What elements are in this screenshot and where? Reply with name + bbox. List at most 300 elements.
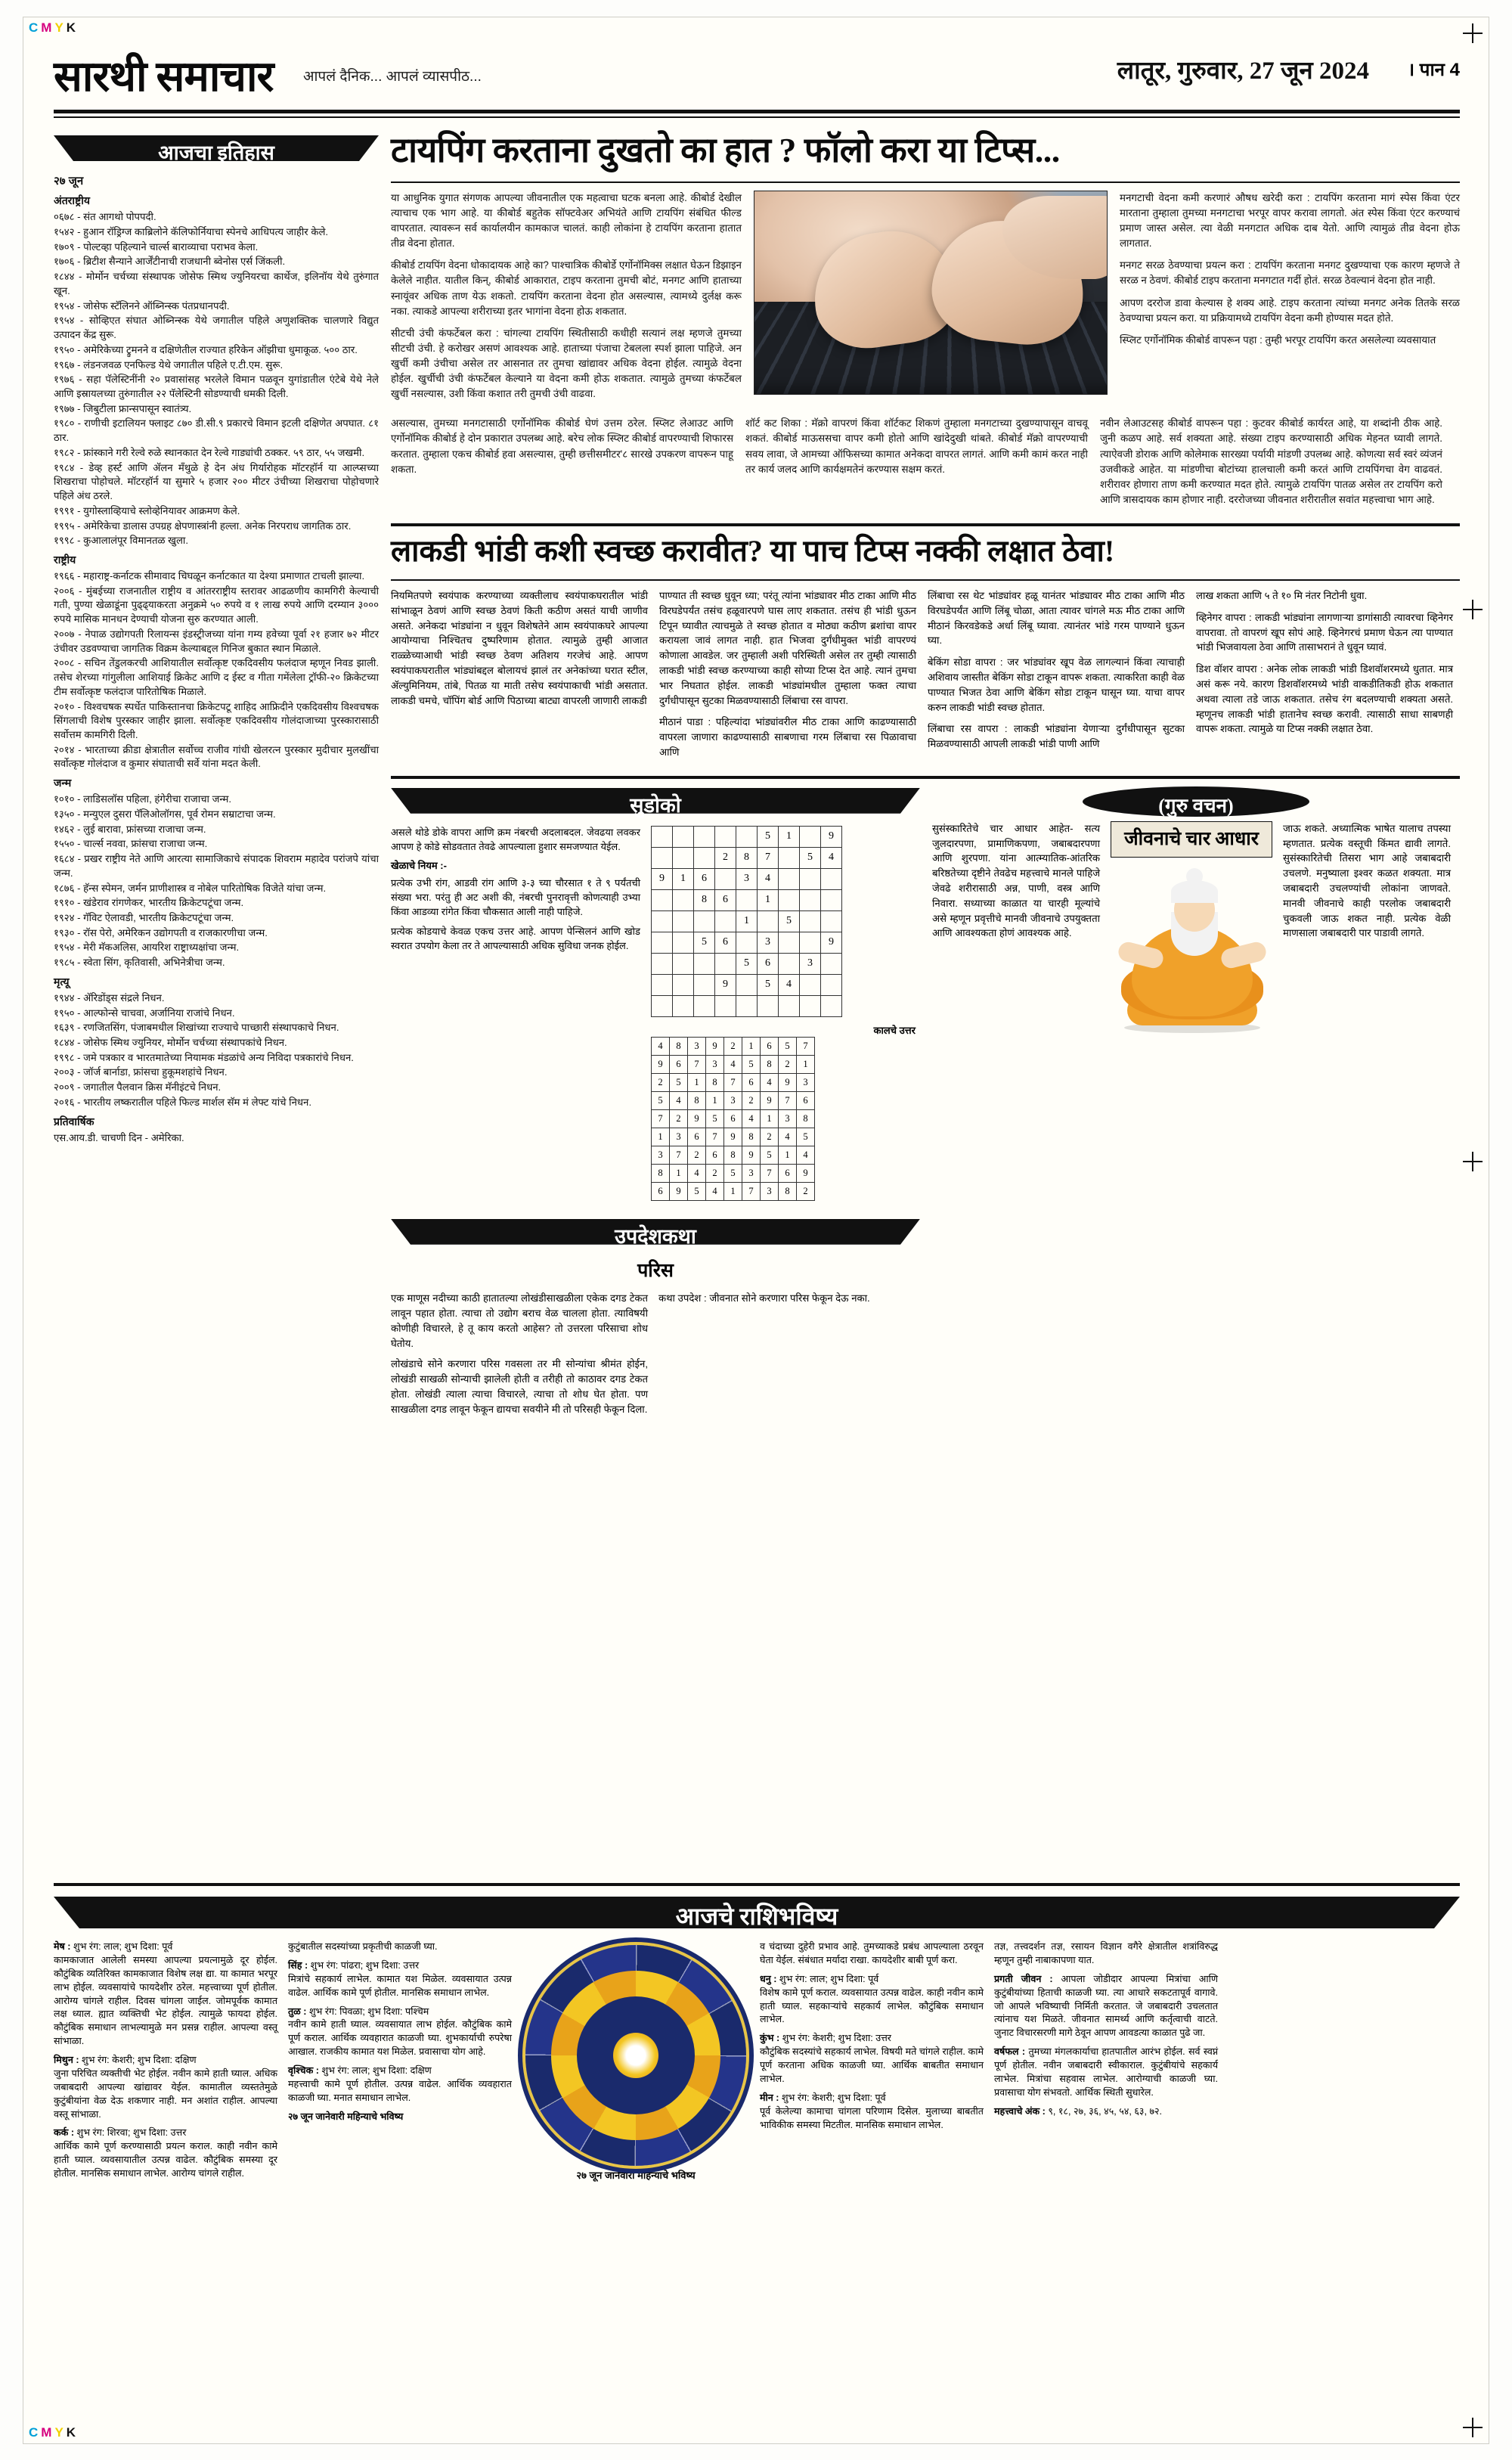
sudoku-ribbon bbox=[391, 783, 920, 818]
history-item: १६३९ - रणजितसिंग, पंजाबमधील शिखांच्या राज्याचे पाच्छारी संस्थापकाचे निधन. bbox=[54, 1022, 339, 1034]
sudoku-cell[interactable]: 9 bbox=[688, 1109, 706, 1128]
sudoku-cell[interactable]: 2 bbox=[761, 1128, 779, 1146]
sudoku-cell[interactable]: 3 bbox=[688, 1037, 706, 1055]
main-content bbox=[391, 131, 1460, 1423]
sudoku-cell[interactable]: 2 bbox=[688, 1146, 706, 1164]
history-item: १९७६ - सहा पॅलेस्टिनींनी २० प्रवासांसह भरलेले विमान पळवून युगांडातील एंटेबे येथे नेले आणि इस्रायलच्या तुरुंगातील २२ पॅलेस्टिनी सोडण्याची धमकी दिली. bbox=[54, 374, 379, 399]
sudoku-cell[interactable]: 7 bbox=[688, 1055, 706, 1073]
sudoku-cell[interactable]: 8 bbox=[694, 889, 715, 910]
sudoku-cell[interactable]: 9 bbox=[706, 1037, 724, 1055]
horoscope-section bbox=[54, 1874, 1460, 2186]
history-item: १५४२ - हुआन रॉड्रिग्ज काब्रिलोने कॅलिफोर्नियाचा स्पेनचे आधिपत्य जाहीर केले. bbox=[54, 225, 329, 237]
paragraph: नियमितपणे स्वयंपाक करण्याच्या व्यक्तीलाच स्वयंपाकघरातील भांडी सांभाळून ठेवणं आणि स्वच्छ ठेवणं किती कठीण असतं याची जाणीव असते. अनेकदा भांड्यांना न धुवून विशेषतेने आम स्वयंपाकघरे आपल्या आयोग्याचा निश्चितच दुष्परिणाम होतात. त्यामुळे तुम्ही आजात राळ्ळेच्याआधी भांडी स्वच्छ ठेवण अतिशय गरजेचं आहे. आपण स्वयंपाकघरातील भांड्यांबद्दल बोलायचं झालं तर अनेकांच्या घरात स्टील, ॲल्युमिनियम, तांबे, पितळ या माती तसेच स्वयंपाकाची भांडी असतात. लाकडी चमचे, चॉपिंग बोर्ड आणि पिठाच्या बाट्या वापरली जाणारी लाकडी bbox=[391, 589, 648, 706]
upadesh-col-2 bbox=[658, 1291, 916, 1422]
registration-mark-bottom-right bbox=[1463, 2418, 1483, 2437]
sudoku-cell[interactable]: 9 bbox=[652, 868, 673, 889]
sudoku-cell[interactable] bbox=[821, 974, 842, 995]
sudoku-cell[interactable] bbox=[736, 974, 758, 995]
sudoku-cell[interactable] bbox=[694, 847, 715, 868]
history-item: १९५४ - मेरी मॅकअलिस, आयरिश राष्ट्राध्यक्षांचा जन्म. bbox=[54, 942, 240, 954]
sudoku-cell[interactable] bbox=[715, 826, 736, 847]
sudoku-cell[interactable]: 1 bbox=[688, 1073, 706, 1091]
sudoku-cell[interactable] bbox=[800, 826, 821, 847]
paragraph: लाख शकता आणि ५ ते १० मि नंतर निटोनी धुवा. bbox=[1196, 589, 1368, 601]
sudoku-cell[interactable]: 6 bbox=[670, 1055, 688, 1073]
sudoku-row bbox=[652, 1055, 815, 1073]
sudoku-cell[interactable] bbox=[821, 910, 842, 932]
sudoku-cell[interactable] bbox=[736, 932, 758, 953]
sudoku-cell[interactable]: 5 bbox=[670, 1073, 688, 1091]
sudoku-cell[interactable]: 2 bbox=[779, 1055, 797, 1073]
paragraph: कुटुंबातील सदस्यांच्या प्रकृतीची काळजी घ्या. bbox=[288, 1941, 438, 1952]
paragraph: तुळ : शुभ रंग: पिवळा; शुभ दिशा: पश्चिम नवीन कामे हाती घ्याल. व्यवसायात लाभ होईल. कौटुंबिक कामे पूर्ण कराल. आर्थिक व्यवहारात काळजी घ्या. शुभकार्याची रुपरेषा आखाल. राजकीय कामात यश मिळेल. प्रवासाचा योग आहे. bbox=[288, 2006, 512, 2058]
guru-heading: (गुरु वचन) bbox=[1158, 794, 1234, 817]
sudoku-cell[interactable]: 1 bbox=[673, 868, 694, 889]
sudoku-cell[interactable]: 4 bbox=[670, 1091, 688, 1109]
sudoku-cell[interactable]: 1 bbox=[670, 1164, 688, 1182]
sudoku-cell[interactable]: 7 bbox=[670, 1146, 688, 1164]
article-2-body bbox=[391, 588, 1460, 767]
sudoku-cell[interactable]: 5 bbox=[688, 1182, 706, 1200]
sudoku-cell[interactable]: 8 bbox=[761, 1055, 779, 1073]
sudoku-rules-title: खेळाचे नियम :- bbox=[391, 860, 447, 872]
sudoku-cell[interactable]: 5 bbox=[694, 932, 715, 953]
sudoku-cell[interactable]: 2 bbox=[742, 1091, 761, 1109]
sudoku-cell[interactable]: 7 bbox=[706, 1128, 724, 1146]
history-item: १९८५ - स्वेता सिंग, कृतिवासी, अभिनेत्रीचा जन्म. bbox=[54, 957, 225, 969]
sudoku-cell[interactable] bbox=[800, 910, 821, 932]
article-1-cont-3 bbox=[1100, 416, 1442, 514]
sudoku-cell[interactable] bbox=[821, 889, 842, 910]
article-2-headline: लाकडी भांडी कशी स्वच्छ करावीत? या पाच टिप्स नक्की लक्षात ठेवा! bbox=[391, 533, 1115, 568]
sudoku-cell[interactable]: 8 bbox=[736, 847, 758, 868]
sudoku-cell[interactable] bbox=[652, 974, 673, 995]
history-item: १९५४ - जोसेफ स्टॅलिनने ऑब्निन्स्क पंतप्रधानपदी. bbox=[54, 299, 230, 312]
paragraph: व्हिनेगर वापरा : लाकडी भांड्यांना लागणाऱ्या डागांसाठी त्यावरचा व्हिनेगर वापरावा. तो वापरणं खूप सोपं आहे. व्हिनेगरचं प्रमाण घेऊन त्या पाण्यात भांडी भिजवायला ठेवा आणि तासाभरानं ते धुवून घ्यावं. bbox=[1196, 611, 1453, 653]
sudoku-cell[interactable] bbox=[821, 868, 842, 889]
history-item: २०१० - विश्वचषक स्पर्धेत पाकिस्तानचा क्रिकेटपटू शाहिद आफ्रिदीने एकदिवसीय विश्वचषक सिंगलाची विशेष पुरस्कार जाहीर झाला. सर्वोत्कृष्ट एकदिवसीय गोलंदाजाच्या पुरस्कारासाठी सर्वोत्तम कामगिरी दिली. bbox=[54, 700, 379, 741]
horoscope-ribbon bbox=[54, 1892, 1460, 1933]
divider-5 bbox=[54, 1883, 1460, 1886]
history-items-births bbox=[54, 793, 379, 970]
guru-ribbon bbox=[932, 783, 1460, 821]
sudoku-cell[interactable]: 5 bbox=[761, 1146, 779, 1164]
sudoku-cell[interactable] bbox=[694, 974, 715, 995]
sudoku-cell[interactable]: 4 bbox=[724, 1055, 742, 1073]
sudoku-cell[interactable] bbox=[715, 995, 736, 1016]
history-item: १९३० - रॉस पेरो, अमेरिकन उद्योगपती व राजकारणीचा जन्म. bbox=[54, 926, 268, 938]
sudoku-cell[interactable]: 9 bbox=[761, 1091, 779, 1109]
history-item: १९२४ - गॅविट ऐलावडी, भारतीय क्रिकेटपटूंचा जन्म. bbox=[54, 911, 234, 923]
sudoku-cell[interactable]: 8 bbox=[797, 1109, 815, 1128]
sudoku-heading: सुडोको bbox=[630, 793, 681, 817]
sudoku-cell[interactable] bbox=[673, 995, 694, 1016]
paragraph: कीबोर्ड टायपिंग वेदना धोकादायक आहे का? पाश्चात्रिक कीबोर्डे एर्गोनॉमिक्स लक्षात घेऊन डिझाइन केलेले नाहीत. यातील किन्, कीबोर्ड आकारात, टाइप करताना तुमची बोटं, मनगट आणि हाताच्या स्नायूंवर अधिक ताण येऊ शकतो. टायपिंग करताना वेदना होत असल्यास, त्यामध्ये दुर्लक्ष करू नका. त्याकडे आपल्या शरीराच्या इतर भागांना वेदना होऊ शकतात. bbox=[391, 259, 742, 317]
sudoku-cell[interactable] bbox=[800, 889, 821, 910]
sudoku-grids bbox=[651, 826, 916, 1207]
history-items-deaths bbox=[54, 991, 379, 1110]
sudoku-cell[interactable]: 3 bbox=[724, 1091, 742, 1109]
sudoku-cell[interactable]: 8 bbox=[724, 1146, 742, 1164]
paragraph: लिंबाचा रस वापरा : लाकडी भांड्यांना येणाऱ्या दुर्गंधीपासून सुटका मिळवण्यासाठी आपली लाकडी भांडी पाणी आणि bbox=[928, 723, 1185, 750]
paragraph: तज्ञ, तत्त्वदर्शन तज्ञ, रसायन विज्ञान वगैरे क्षेत्रातील शत्रांविरुद्ध म्हणून तुम्ही नाबाकापणा यात. bbox=[994, 1941, 1218, 1965]
sudoku-cell[interactable]: 4 bbox=[652, 1037, 670, 1055]
sudoku-cell[interactable]: 6 bbox=[715, 932, 736, 953]
sudoku-cell[interactable] bbox=[652, 826, 673, 847]
sudoku-cell[interactable]: 9 bbox=[652, 1055, 670, 1073]
paragraph: सिंह : शुभ रंग: पांढरा; शुभ दिशा: उत्तर मित्रांचे सहकार्य लाभेल. कामात यश मिळेल. व्यवसायात उत्पन्न वाढेल. आर्थिक कामे पूर्ण होतील. मानसिक समाधान लाभेल. bbox=[288, 1959, 512, 1998]
sudoku-cell[interactable]: 3 bbox=[797, 1073, 815, 1091]
history-item: २००८ - सचिन तेंडुलकरची आशियातील सर्वोत्कृष्ट एकदिवसीय फलंदाज म्हणून निवड झाली. तसेच शेरच्या गांगुलीला आशियाई क्रिकेट आणि द ईस्ट व गीता गमेंलेला ट्रॉफी-२० क्रिकेटच्या टीम सर्वोत्कृष्ट फलंदाज पारितोषिक मिळाले. bbox=[54, 657, 379, 697]
upadesh-ribbon bbox=[391, 1214, 920, 1249]
sudoku-cell[interactable] bbox=[652, 910, 673, 932]
history-heading: आजचा इतिहास bbox=[158, 141, 274, 164]
sudoku-cell[interactable]: 5 bbox=[797, 1128, 815, 1146]
sudoku-cell[interactable]: 7 bbox=[742, 1182, 761, 1200]
paragraph: मीठानं पाडा : पहिल्यांदा भांड्यांवरील मीठ टाका आणि काढण्यासाठी वापरला जाणारा काढण्यासाठी साबणाचा गरम लिंबाचा रस पिळावाचा आणि bbox=[659, 716, 916, 758]
sudoku-cell[interactable]: 6 bbox=[761, 1037, 779, 1055]
sudoku-cell[interactable]: 9 bbox=[742, 1146, 761, 1164]
sudoku-cell[interactable]: 6 bbox=[779, 1164, 797, 1182]
history-item: १९५० - आल्फोन्से चाचवा, अर्जानिया राजांचे निधन. bbox=[54, 1007, 235, 1019]
paragraph: कथा उपदेश : जीवनात सोने करणारा परिस फेकून देऊ नका. bbox=[658, 1292, 870, 1304]
article-2-col-1 bbox=[391, 588, 648, 767]
sudoku-cell[interactable]: 8 bbox=[742, 1128, 761, 1146]
sudoku-cell[interactable] bbox=[715, 910, 736, 932]
page-sheet bbox=[23, 17, 1489, 2444]
sudoku-cell[interactable]: 7 bbox=[797, 1037, 815, 1055]
sudoku-cell[interactable]: 3 bbox=[670, 1128, 688, 1146]
sudoku-cell[interactable] bbox=[652, 847, 673, 868]
history-item: १९५० - अमेरिकेच्या ट्रुमनने व दक्षिणेतील राज्यात हरिकेन ऑझीचा धुमाकूळ. ५०० ठार. bbox=[54, 343, 358, 355]
sudoku-row bbox=[652, 1182, 815, 1200]
sudoku-cell[interactable]: 4 bbox=[761, 1073, 779, 1091]
sudoku-cell[interactable]: 4 bbox=[821, 847, 842, 868]
sudoku-cell[interactable] bbox=[779, 868, 800, 889]
sudoku-cell[interactable] bbox=[652, 932, 673, 953]
sudoku-cell[interactable]: 2 bbox=[715, 847, 736, 868]
sudoku-cell[interactable] bbox=[779, 932, 800, 953]
paragraph: वर्षफल : तुमच्या मंगलकार्याचा हातपातील आरंभ होईल. सर्व स्वप्नं पूर्ण होतील. नवीन जबाबदारी स्वीकाराल. कुटुंबीयांचे सहकार्य लाभेल. मित्रांचा सहवास लाभेल. आरोग्याची काळजी घ्या. प्रवासाचा योग संभवतो. आर्थिक स्थिती सुधारेल. bbox=[994, 2046, 1218, 2098]
paragraph: असल्यास, तुमच्या मनगटासाठी एर्गोनॉमिक कीबोर्ड घेणं उत्तम ठरेल. स्प्लिट लेआउट आणि एर्गोनॉमिक कीबोर्ड हे दोन प्रकारात उपलब्ध आहे. बरेच लोक स्प्लिट कीबोर्ड वापरण्याची शिफारस करतात. तुम्हाला एकच कीबोर्ड हवा असल्यास, तुम्ही छत्तीसमीटर'८ सारखे उपकरण वापरून पाहू शकता. bbox=[391, 417, 733, 475]
sudoku-cell[interactable]: 6 bbox=[688, 1128, 706, 1146]
sudoku-row bbox=[652, 1128, 815, 1146]
sudoku-cell[interactable]: 4 bbox=[706, 1182, 724, 1200]
sudoku-cell[interactable] bbox=[800, 974, 821, 995]
upadesh-body bbox=[391, 1257, 920, 1423]
sudoku-cell[interactable]: 8 bbox=[652, 1164, 670, 1182]
guru-illustration bbox=[1111, 821, 1272, 1040]
sudoku-cell[interactable] bbox=[652, 953, 673, 974]
sudoku-cell[interactable]: 6 bbox=[706, 1146, 724, 1164]
sudoku-cell[interactable] bbox=[800, 868, 821, 889]
history-item: २०१६ - भारतीय लष्करातील पहिले फिल्ड मार्शल सॅम मं लेफ्ट यांचे निधन. bbox=[54, 1096, 311, 1108]
sudoku-cell[interactable] bbox=[715, 953, 736, 974]
horoscope-columns bbox=[54, 1940, 1460, 2186]
sudoku-cell[interactable]: 4 bbox=[758, 868, 779, 889]
article-1-col-3 bbox=[1120, 191, 1460, 408]
history-subheading-international: अंतराष्ट्रीय bbox=[54, 194, 90, 207]
sudoku-cell[interactable]: 4 bbox=[779, 974, 800, 995]
sudoku-row bbox=[652, 826, 842, 847]
history-item: १९९८ - कुआलालंपूर विमानतळ खुला. bbox=[54, 535, 188, 547]
paragraph: कर्क : शुभ रंग: शिरवा; शुभ दिशा: उत्तर आर्थिक कामे पूर्ण करण्यासाठी प्रयत्न कराल. काही नवीन कामे हाती घ्याल. व्यवसायातील उत्पन्न वाढेल. कौटुंबिक समस्या दूर होतील. मानसिक समाधान लाभेल. आरोग्य चांगले राहील. bbox=[54, 2127, 277, 2179]
sudoku-row bbox=[652, 995, 842, 1016]
sudoku-cell[interactable]: 5 bbox=[736, 953, 758, 974]
sudoku-cell[interactable]: 9 bbox=[670, 1182, 688, 1200]
sudoku-cell[interactable]: 4 bbox=[779, 1128, 797, 1146]
sudoku-cell[interactable]: 1 bbox=[761, 1109, 779, 1128]
sudoku-cell[interactable]: 6 bbox=[715, 889, 736, 910]
sudoku-cell[interactable]: 1 bbox=[652, 1128, 670, 1146]
sudoku-cell[interactable] bbox=[694, 995, 715, 1016]
sudoku-cell[interactable] bbox=[736, 826, 758, 847]
sudoku-cell[interactable]: 7 bbox=[652, 1109, 670, 1128]
sudoku-cell[interactable]: 4 bbox=[688, 1164, 706, 1182]
page-number: । पान 4 bbox=[1408, 60, 1460, 80]
sudoku-cell[interactable] bbox=[715, 868, 736, 889]
history-item: १९९५ - अमेरिकेचा डालास उपग्रह क्षेपणास्त्रांनी हल्ला. अनेक निरपराध जागतिक ठार. bbox=[54, 520, 352, 532]
sudoku-cell[interactable] bbox=[821, 953, 842, 974]
sudoku-cell[interactable]: 5 bbox=[779, 910, 800, 932]
sudoku-cell[interactable]: 1 bbox=[779, 1146, 797, 1164]
sudoku-row bbox=[652, 1037, 815, 1055]
horoscope-col-1 bbox=[54, 1940, 277, 2186]
sudoku-cell[interactable] bbox=[673, 847, 694, 868]
history-subheading-annual: प्रतिवार्षिक bbox=[54, 1115, 94, 1128]
sudoku-cell[interactable]: 2 bbox=[670, 1109, 688, 1128]
sudoku-cell[interactable] bbox=[652, 995, 673, 1016]
sudoku-cell[interactable]: 9 bbox=[724, 1128, 742, 1146]
sudoku-row bbox=[652, 889, 842, 910]
sudoku-cell[interactable]: 2 bbox=[706, 1164, 724, 1182]
history-subheading-deaths: मृत्यू bbox=[54, 975, 70, 988]
sudoku-cell[interactable]: 7 bbox=[724, 1073, 742, 1091]
sudoku-cell[interactable]: 6 bbox=[742, 1073, 761, 1091]
sudoku-cell[interactable] bbox=[673, 910, 694, 932]
sudoku-cell[interactable]: 8 bbox=[779, 1182, 797, 1200]
history-items-annual bbox=[54, 1131, 379, 1146]
paragraph: मीन : शुभ रंग: केशरी; शुभ दिशा: पूर्व पूर्व केलेल्या कामाचा चांगला परिणाम दिसेल. मुलाच्या बाबतीत भाविकीक समस्या मिटतील. मानसिक समाधान लाभेल. bbox=[760, 2092, 984, 2130]
divider bbox=[391, 181, 1460, 183]
sudoku-cell[interactable] bbox=[758, 910, 779, 932]
sudoku-cell[interactable]: 3 bbox=[736, 868, 758, 889]
sudoku-cell[interactable]: 9 bbox=[779, 1073, 797, 1091]
sudoku-row bbox=[652, 932, 842, 953]
history-item: १६८४ - प्रखर राष्ट्रीय नेते आणि आरत्या सामाजिकाचे संपादक शिवराम महादेव परांजपे यांचा जन्म. bbox=[54, 853, 379, 879]
paragraph: प्रगती जीवन : आपला जोडीदार आपल्या मित्रांचा आणि कुटुंबीयांच्या हिताची काळजी घ्या. त्या आधारे सकटतापूर्व वागावे. जो आपले भविष्याची निर्मिती करतात. जे जबाबदारी उचलतात त्यांनाच यश मिळते. जीवनात सामर्थ्य आणि कर्तृत्वाची वाटते. जुनाट विचारसरणी मागे ठेवून आपण आवडत्या काळात पुढे जा. bbox=[994, 1973, 1218, 2039]
sudoku-puzzle-grid[interactable] bbox=[651, 826, 842, 1017]
sudoku-cell[interactable]: 7 bbox=[758, 847, 779, 868]
history-items-national bbox=[54, 569, 379, 771]
sudoku-cell[interactable]: 7 bbox=[761, 1164, 779, 1182]
sadhu-figure bbox=[1111, 862, 1272, 1040]
sudoku-cell[interactable]: 6 bbox=[694, 868, 715, 889]
sudoku-cell[interactable]: 8 bbox=[706, 1073, 724, 1091]
newspaper-title: सारथी समाचार bbox=[54, 54, 274, 101]
paragraph: लोखंडाचे सोने करणारा परिस गवसला तर मी सोन्यांचा श्रीमंत होईन, लोखंडी साखळी सोन्याची झालेली होती व तरीही तो काठावर दगड टेकत होता. लोखंडी त्याला त्याचा विचारले, त्याचा तो शोध घेत होता. पण साखळीला दगड लावून फेकून द्यायचा सवयीने मी तो परिसही फेकून दिला. bbox=[391, 1358, 648, 1415]
zodiac-wheel-caption: २७ जून जानेवारी महिन्याचे भविष्य bbox=[576, 2170, 696, 2181]
article-1-bottom bbox=[391, 416, 1460, 514]
sudoku-cell[interactable]: 7 bbox=[779, 1091, 797, 1109]
typing-photo bbox=[754, 191, 1108, 395]
horoscope-col-3 bbox=[760, 1940, 984, 2186]
sudoku-cell[interactable]: 3 bbox=[779, 1109, 797, 1128]
upadesh-col-1 bbox=[391, 1291, 648, 1422]
masthead bbox=[54, 40, 1460, 105]
history-item: १९६७ - लंडनजवळ एनफिल्ड येथे जगातील पहिले ए.टी.एम. सुरू. bbox=[54, 358, 284, 371]
sudoku-cell[interactable]: 5 bbox=[800, 847, 821, 868]
sudoku-cell[interactable]: 6 bbox=[797, 1091, 815, 1109]
sudoku-row bbox=[652, 974, 842, 995]
sudoku-cell[interactable]: 6 bbox=[758, 953, 779, 974]
sudoku-row bbox=[652, 1073, 815, 1091]
sudoku-cell[interactable] bbox=[673, 889, 694, 910]
sudoku-cell[interactable]: 3 bbox=[706, 1055, 724, 1073]
sudoku-cell[interactable] bbox=[673, 974, 694, 995]
sudoku-cell[interactable]: 2 bbox=[652, 1073, 670, 1091]
sudoku-cell[interactable]: 9 bbox=[797, 1164, 815, 1182]
sudoku-cell[interactable] bbox=[779, 995, 800, 1016]
divider-3 bbox=[391, 579, 1460, 581]
sudoku-cell[interactable] bbox=[821, 995, 842, 1016]
sudoku-cell[interactable] bbox=[694, 953, 715, 974]
paragraph: या आधुनिक युगात संगणक आपल्या जीवनातील एक महत्वाचा घटक बनला आहे. कीबोर्ड देखील त्याचाच एक भाग आहे. या कीबोर्ड बहुतेक सॉफ्टवेअर अभियंते आणि टायपिंग संबंधित फील्ड वापरतात. त्यावरून सर्व कार्यालयीन कामकाज चालतं. काही लोकांना हे टायपिंग करताना हातात तीव्र वेदना होतात. bbox=[391, 191, 742, 250]
zodiac-wheel-col bbox=[522, 1940, 749, 2186]
sudoku-cell[interactable]: 8 bbox=[688, 1091, 706, 1109]
sudoku-cell[interactable]: 3 bbox=[761, 1182, 779, 1200]
sudoku-cell[interactable]: 3 bbox=[800, 953, 821, 974]
history-item: २००६ - मुंबईच्या राजनातील राष्ट्रीय व आंतरराष्ट्रीय स्तरावर आढळणीय कामगिरी केल्याची गती, पुण्या खेळाडूंना पुढ्ढ्याकरता अनुक्रमे ५० रुपये व १ लाख रुपये आणि दरम्यान ३००० रुपये मासिक मानधन देण्याची योजना सुरु करण्यात आली. bbox=[54, 585, 379, 625]
sudoku-cell[interactable]: 3 bbox=[758, 932, 779, 953]
sudoku-cell[interactable] bbox=[673, 932, 694, 953]
sudoku-cell[interactable] bbox=[779, 953, 800, 974]
sudoku-cell[interactable] bbox=[779, 847, 800, 868]
article-1-top bbox=[391, 191, 1460, 408]
paragraph: व चंदाच्या दुहेरी प्रभाव आहे. तुमच्याकडे प्रबंध आपल्याला ठरवून घेता येईल. संबंधात मर्यादा राखा. कायदेशीर बाबी पूर्ण करा. bbox=[760, 1941, 984, 1965]
history-item: १९८० - राणीची इटालियन फ्लाइट ८७० डी.सी.९ प्रकारचे विमान इटली दक्षिणेत अपघात. ८१ ठार. bbox=[54, 417, 379, 444]
sudoku-row bbox=[652, 847, 842, 868]
history-item: १७०९ - पोल्टव्हा पहिल्याने चार्ल्स बाराव्याचा पराभव केला. bbox=[54, 240, 259, 253]
sudoku-cell[interactable]: 5 bbox=[706, 1109, 724, 1128]
sudoku-cell[interactable]: 5 bbox=[742, 1055, 761, 1073]
history-item: १९७७ - जिबुटीला फ्रान्सपासून स्वातंत्र्य. bbox=[54, 402, 192, 414]
sudoku-cell[interactable]: 5 bbox=[779, 1037, 797, 1055]
sudoku-rules bbox=[391, 826, 640, 1207]
sudoku-cell[interactable]: 5 bbox=[758, 974, 779, 995]
sudoku-cell[interactable]: 9 bbox=[821, 932, 842, 953]
sudoku-row bbox=[652, 1109, 815, 1128]
sudoku-cell[interactable]: 8 bbox=[670, 1037, 688, 1055]
sudoku-cell[interactable]: 1 bbox=[742, 1037, 761, 1055]
article-1-headline: टायपिंग करताना दुखतो का हात ? फॉलो करा या टिप्स... bbox=[391, 131, 1060, 169]
sudoku-cell[interactable]: 9 bbox=[821, 826, 842, 847]
sudoku-cell[interactable]: 1 bbox=[706, 1091, 724, 1109]
history-item: २००३ - जॉर्ज बार्नाडा, फ्रांसचा हुकूमशहांचे निधन. bbox=[54, 1066, 228, 1078]
sudoku-cell[interactable] bbox=[673, 953, 694, 974]
paragraph: मनगटाची वेदना कमी करणारं औषध खरेदी करा : टायपिंग करताना मागं स्पेस किंवा एंटर मारताना तुम्हाला तुमच्या मनगटाचा भरपूर वापर करावा लागतो. अंत स्पेस किंवा एंटर करण्याचं प्रमाण जास्त असेल. त्या वेळी मनगटात अधिक दाब येतो. आणि त्यामुळं तीव्र वेदना होऊ लागतात. bbox=[1119, 191, 1460, 250]
sudoku-cell[interactable]: 4 bbox=[797, 1146, 815, 1164]
sudoku-cell[interactable] bbox=[779, 889, 800, 910]
sudoku-cell[interactable]: 5 bbox=[652, 1091, 670, 1109]
upadesh-heading: उपदेशकथा bbox=[615, 1224, 696, 1248]
sudoku-cell[interactable] bbox=[758, 995, 779, 1016]
sudoku-cell[interactable]: 1 bbox=[758, 889, 779, 910]
history-item: १८७६ - हॅन्स स्पेमन, जर्मन प्राणीशास्त्र व नोबेल पारितोषिक विजेते यांचा जन्म. bbox=[54, 882, 327, 894]
sudoku-cell[interactable]: 1 bbox=[797, 1055, 815, 1073]
history-item: १४६२ - लुई बारावा, फ्रांसच्या राजाचा जन्म. bbox=[54, 823, 206, 835]
history-item: १९९१ - युगोस्लाव्हियाचे स्लोव्हेनियावर आक्रमण केले. bbox=[54, 504, 240, 517]
article-1-cont-2 bbox=[745, 416, 1088, 514]
paragraph: मेष : शुभ रंग: लाल; शुभ दिशा: पूर्व कामकाजात आलेली समस्या आपल्या प्रयत्नामुळे दूर होईल. कौटुंबिक व्यतिरिक्त कामकाजात विशेष लक्ष द्या. या कामात भरपूर लाभ होईल. व्यवसायांचे फायदेशीर ठरेल. महत्त्वाच्या पूर्ण होतील. आरोग्य चांगले राहील. दिवस चांगला जाईल. जोमपूर्वक कामात लक्ष ध्याल. ह्यात व्यक्तिची भेट होईल. त्यामुळे फायदा होईल. कौटुंबिक समाधान लाभल्यामुळे मन प्रसन्न राहील. आपल्या वस्तू सांभाळा. bbox=[54, 1941, 277, 2047]
sudoku-cell[interactable] bbox=[736, 995, 758, 1016]
sudoku-cell[interactable] bbox=[800, 932, 821, 953]
horoscope-col-2 bbox=[288, 1940, 512, 2186]
sudoku-cell[interactable]: 6 bbox=[724, 1109, 742, 1128]
paragraph: सुसंस्कारितेचे चार आधार आहेत- सत्य जुलदारपणा, प्रामाणिकपणा, जबाबदारपणा आणि शुरपणा. यांना आत्म्यातिक-आंतरिक बरिष्ठतेच्या दृष्टीने तेवढेच महत्त्वाचे मानले पाहिजे जेवढे शरीरासाठी अन्न, पाणी, वस्त्र आणि निवारा. सध्याच्या काळात या चारही मूल्यांचे असे म्हणून प्रवृत्तीचे मानवी जीवनाचे उपयुक्तता आणि आवश्यकता होणं आवश्यक आहे. bbox=[932, 822, 1100, 939]
history-item: १७०६ - ब्रिटीश सैन्याने आर्जेंटीनाची राजधानी ब्वेनोस एर्स जिंकली. bbox=[54, 256, 286, 268]
sudoku-row bbox=[652, 1091, 815, 1109]
history-item: २००९ - जगातील पैलवान क्रिस मॅनीइंटचे निधन. bbox=[54, 1081, 222, 1094]
sudoku-row bbox=[652, 1146, 815, 1164]
sudoku-cell[interactable]: 1 bbox=[779, 826, 800, 847]
sudoku-cell[interactable]: 5 bbox=[758, 826, 779, 847]
paragraph: महत्त्वाचे अंक : ९, १८, २७, ३६, ४५, ५४, ६३, ७२. bbox=[994, 2105, 1163, 2117]
article-1-col-1 bbox=[391, 191, 742, 408]
history-item: २००७ - नेपाळ उद्योगपती रिलायन्स इंडस्ट्रीजच्या यांना गम्य हवेच्या पूर्वा २१ हजार ७२ मीटर उंचीवर उडवण्याचा जागतिक विक्रम केल्याबद्दल गिनिज बुकात स्थान मिळाले. bbox=[54, 628, 379, 654]
article-2-col-4 bbox=[1196, 588, 1453, 767]
paragraph: मिथुन : शुभ रंग: केशरी; शुभ दिशा: दक्षिण जुना परिचित व्यक्तीची भेट होईल. नवीन कामे हाती घ्याल. अधिक जबाबदारी आपल्या खांद्यावर येईल. कामातील व्यस्ततेमुळे कुटुंबीयांना वेळ देऊ शकणार नाही. मन अशांत राहील. आपल्या वस्तू सांभाळा. bbox=[54, 2055, 277, 2120]
sudoku-cell[interactable]: 6 bbox=[652, 1182, 670, 1200]
horoscope-heading: आजचे राशिभविष्य bbox=[675, 1903, 838, 1930]
sudoku-cell[interactable] bbox=[736, 889, 758, 910]
sudoku-cell[interactable]: 5 bbox=[724, 1164, 742, 1182]
sudoku-cell[interactable]: 1 bbox=[736, 910, 758, 932]
zodiac-wheel bbox=[525, 1945, 746, 2166]
sudoku-cell[interactable]: 3 bbox=[652, 1146, 670, 1164]
paragraph: नवीन लेआउटसह कीबोर्ड वापरून पहा : कुटवर कीबोर्ड कार्यरत आहे, या शब्दांनी ठीक आहे. जुनी कळप आहे. सर्व शक्यता आहे. संख्या टाइप करण्यासाठी अधिक मेहनत घ्यावी लागते. त्याऐवजी डोराक आणि कोलेमाक सारख्या पर्यायी मांडणी उपलब्ध आहे. कोणत्या सर्व स्वरं व्यंजनं उजवीकडे आहेत. या मांडणीचा बोटांच्या हालचाली कमी करतं आणि टायपिंगचा वेग वाढवतं. शरीरावर होणारा ताण कमी करण्यात मदत होते. त्यामुळे टायपिंग पातळ असेल तर टायपिंग करो आणि त्रासदायक काम होणार नाही. दररोजच्या जीवनात शरीरातील सवांत महत्त्वाचा भाग आहे. bbox=[1100, 417, 1442, 505]
sudoku-cell[interactable]: 2 bbox=[797, 1182, 815, 1200]
sudoku-cell[interactable] bbox=[673, 826, 694, 847]
article-2-col-3 bbox=[928, 588, 1185, 767]
paragraph: स्प्लिट एर्गोनॉमिक कीबोर्ड वापरून पहा : तुम्ही भरपूर टायपिंग करत असलेल्या व्यवसायात bbox=[1119, 333, 1436, 346]
sudoku-cell[interactable] bbox=[694, 826, 715, 847]
paragraph: जाऊ शकते. अध्यात्मिक भाषेत यालाच तपस्या म्हणतात. प्रत्येक वस्तूची किंमत द्यावी लागते. सुसंस्कारितेची तिसरा भाग आहे जबाबदारी उचलणे. मनुष्याला इश्वर कळत शक्यता. मात्र जबाबदारी उचलण्यांची लोकांना जाणवते. मानवी जीवनाचे काही परलोक जबाबदारी चुकवली जाऊ शकत नाही. प्रत्येक वेळी माणसाला जबाबदारी पार पाडावी लागते. bbox=[1283, 822, 1451, 939]
paragraph: आपण दररोज डावा केल्यास हे शक्य आहे. टाइप करताना त्यांच्या मनगट अनेक तितके सरळ ठेवण्याचा प्रयत्न करा. या प्रक्रियामध्ये टायपिंग वेदना कमी होण्यास मदत होते. bbox=[1119, 296, 1460, 324]
history-item: १५५० - चार्ल्स नववा, फ्रांसचा राजाचा जन्म. bbox=[54, 838, 208, 850]
sudoku-cell[interactable]: 1 bbox=[724, 1182, 742, 1200]
sudoku-cell[interactable] bbox=[694, 910, 715, 932]
sudoku-row bbox=[652, 868, 842, 889]
newspaper-tagline: आपलं दैनिक... आपलं व्यासपीठ... bbox=[303, 69, 482, 85]
history-ribbon bbox=[54, 131, 379, 166]
article-1-cont-1 bbox=[391, 416, 733, 514]
history-item: १०१० - लाडिसलॉस पहिला, हंगेरीचा राजाचा जन्म. bbox=[54, 793, 232, 805]
edition-date: लातूर, गुरुवार, 27 जून 2024 bbox=[1117, 57, 1369, 85]
sudoku-cell[interactable]: 2 bbox=[724, 1037, 742, 1055]
paragraph: सीटची उंची कंफर्टेबल करा : चांगल्या टायपिंग स्थितीसाठी कधीही सत्यानं लक्ष म्हणजे तुमच्या सीटची उंची. हे करोखर असणं आवश्यक आहे. हाताच्या पंजाचा टेबलला स्पर्श झाला पाहिजे. अन खुर्ची कमी उंचीचा असेल तर आसनात तर तुमचा खांद्यावर अधिक वेदना होईल. त्यामुळे वेदना होईल. खुर्चीची उंची कंफर्टेबल केल्याने या वेदना कमी होऊ शकतात. त्यामुळे तुमच्या कंफर्टेबल खुर्ची नसल्यास, उशी किंवा कशात तरी तुमची उंची वाढवा. bbox=[391, 327, 742, 400]
sudoku-cell[interactable]: 4 bbox=[742, 1109, 761, 1128]
sudoku-cell[interactable] bbox=[800, 995, 821, 1016]
sudoku-cell[interactable]: 3 bbox=[742, 1164, 761, 1182]
sudoku-cell[interactable] bbox=[652, 889, 673, 910]
sudoku-rule-2: प्रत्येक उभी रांग, आडवी रांग आणि ३-३ च्या चौरसात १ ते ९ पर्यंतची संख्या भरा. परंतु ही अट अशी की, नंबरची पुनरावृत्ती कोणत्याही उभ्या किंवा आडव्या रांगेत किंवा चौकसात आली नाही पाहिजे. bbox=[391, 877, 640, 917]
sudoku-cell[interactable]: 9 bbox=[715, 974, 736, 995]
history-item: एस.आय.डी. चाचणी दिन - अमेरिका. bbox=[54, 1131, 184, 1143]
guru-panel bbox=[932, 783, 1460, 1040]
sudoku-rule-1: असले थोडे डोके वापरा आणि क्रम नंबरची अदलाबदल. जेवढया लवकर आपण हे कोडे सोडवतात तेवढे आपल्याला हुशार समजण्यात येईल. bbox=[391, 826, 640, 852]
history-item: १९४४ - ॲरिडोंड्स संद्रले निधन. bbox=[54, 991, 165, 1004]
